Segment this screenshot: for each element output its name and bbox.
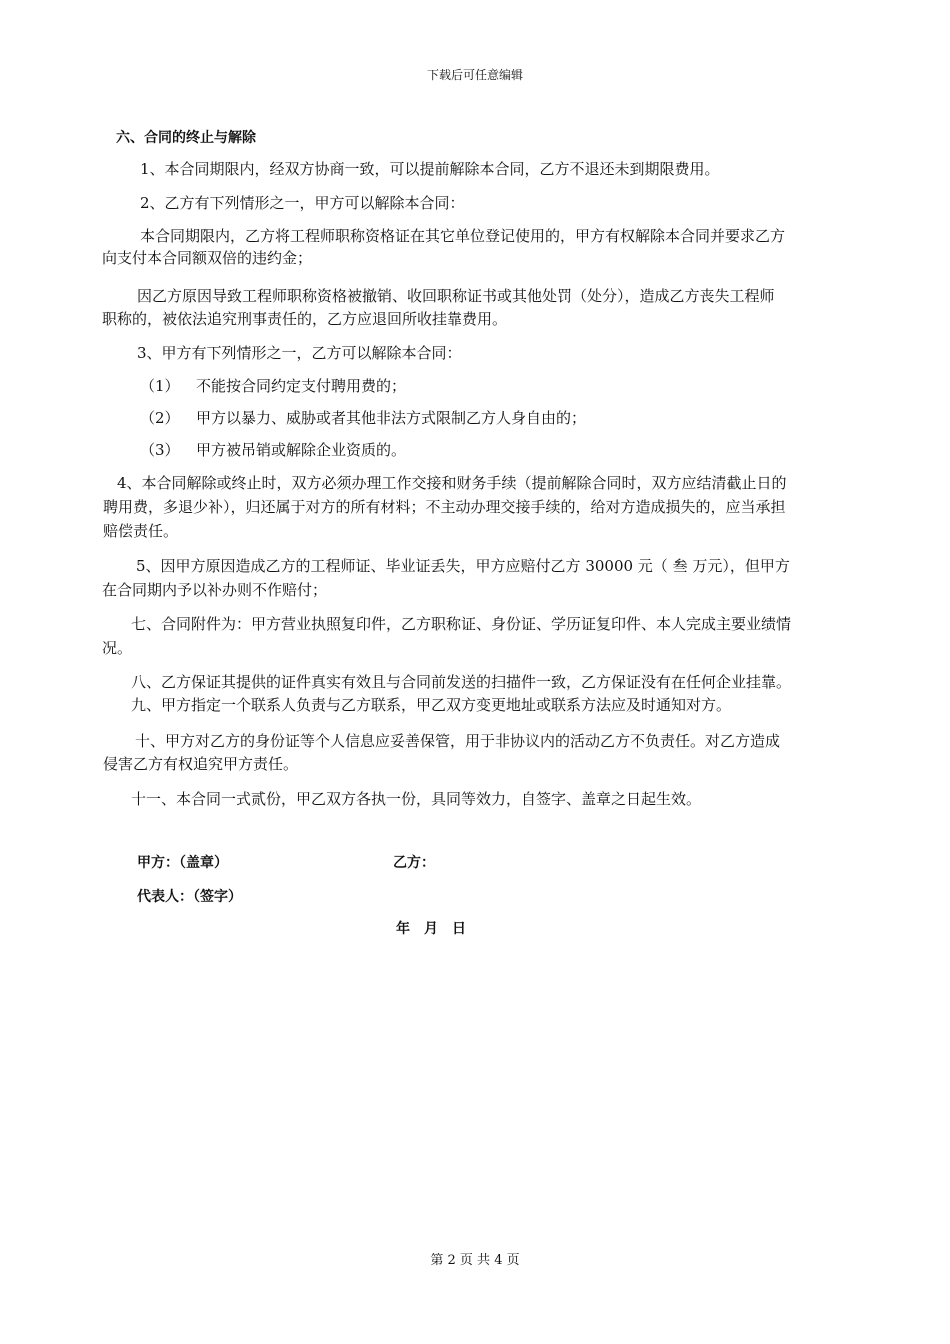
- section-11: 十一、本合同一式贰份，甲乙双方各执一份，具同等效力，自签字、盖章之日起生效。: [131, 790, 702, 808]
- clause-6-3: 3、甲方有下列情形之一，乙方可以解除本合同：: [137, 344, 462, 362]
- clause-6-2a-line2: 向支付本合同额双倍的违约金；: [102, 249, 313, 267]
- section-6-heading: 六、合同的终止与解除: [116, 130, 256, 146]
- party-a-seal: 甲方：（盖章）: [137, 855, 228, 871]
- page-header: 下载后可任意编辑: [426, 68, 523, 82]
- section-9: 九、甲方指定一个联系人负责与乙方联系，甲乙双方变更地址或联系方法应及时通知对方。: [131, 696, 732, 714]
- clause-6-4-line1: 4、本合同解除或终止时，双方必须办理工作交接和财务手续（提前解除合同时，双方应结清截止日的: [117, 474, 787, 492]
- clause-6-4-line2: 聘用费，多退少补），归还属于对方的所有材料；不主动办理交接手续的，给对方造成损失的，应当承担: [103, 498, 786, 516]
- list-item-2-text: 甲方以暴力、威胁或者其他非法方式限制乙方人身自由的；: [196, 409, 587, 427]
- clause-6-1: 1、本合同期限内，经双方协商一致，可以提前解除本合同，乙方不退还未到期限费用。: [140, 160, 720, 178]
- section-7-line1: 七、合同附件为：甲方营业执照复印件，乙方职称证、身份证、学历证复印件、本人完成主要业绩情: [131, 615, 792, 633]
- clause-6-5-line2: 在合同期内予以补办则不作赔付；: [102, 581, 328, 599]
- clause-6-4-line3: 赔偿责任。: [103, 522, 179, 540]
- list-item-3-text: 甲方被吊销或解除企业资质的。: [196, 441, 407, 459]
- clause-6-5-line1: 5、因甲方原因造成乙方的工程师证、毕业证丢失，甲方应赔付乙方 30000 元（ 叁 万元），但甲方: [136, 557, 790, 575]
- list-item-1-text: 不能按合同约定支付聘用费的；: [196, 377, 407, 395]
- clause-6-2b-line2: 职称的，被依法追究刑事责任的，乙方应退回所收挂靠费用。: [102, 310, 508, 328]
- clause-6-2: 2、乙方有下列情形之一，甲方可以解除本合同：: [140, 194, 465, 212]
- list-item-1-number: （1）: [140, 377, 180, 395]
- section-10-line1: 十、甲方对乙方的身份证等个人信息应妥善保管，用于非协议内的活动乙方不负责任。对乙方造成: [135, 732, 781, 750]
- page-footer: 第 2 页 共 4 页: [430, 1253, 520, 1268]
- list-item-2-number: （2）: [140, 409, 180, 427]
- representative-signature: 代表人：（签字）: [137, 889, 242, 905]
- list-item-3-number: （3）: [140, 441, 180, 459]
- section-8: 八、乙方保证其提供的证件真实有效且与合同前发送的扫描件一致，乙方保证没有在任何企业挂靠。: [131, 673, 792, 691]
- section-10-line2: 侵害乙方有权追究甲方责任。: [103, 755, 299, 773]
- section-7-line2: 况。: [102, 639, 133, 657]
- signature-date: 年 月 日: [396, 921, 466, 937]
- clause-6-2a-line1: 本合同期限内，乙方将工程师职称资格证在其它单位登记使用的，甲方有权解除本合同并要求乙方: [140, 227, 786, 245]
- party-b: 乙方：: [393, 855, 435, 871]
- clause-6-2b-line1: 因乙方原因导致工程师职称资格被撤销、收回职称证书或其他处罚（处分），造成乙方丧失工程师: [137, 287, 775, 305]
